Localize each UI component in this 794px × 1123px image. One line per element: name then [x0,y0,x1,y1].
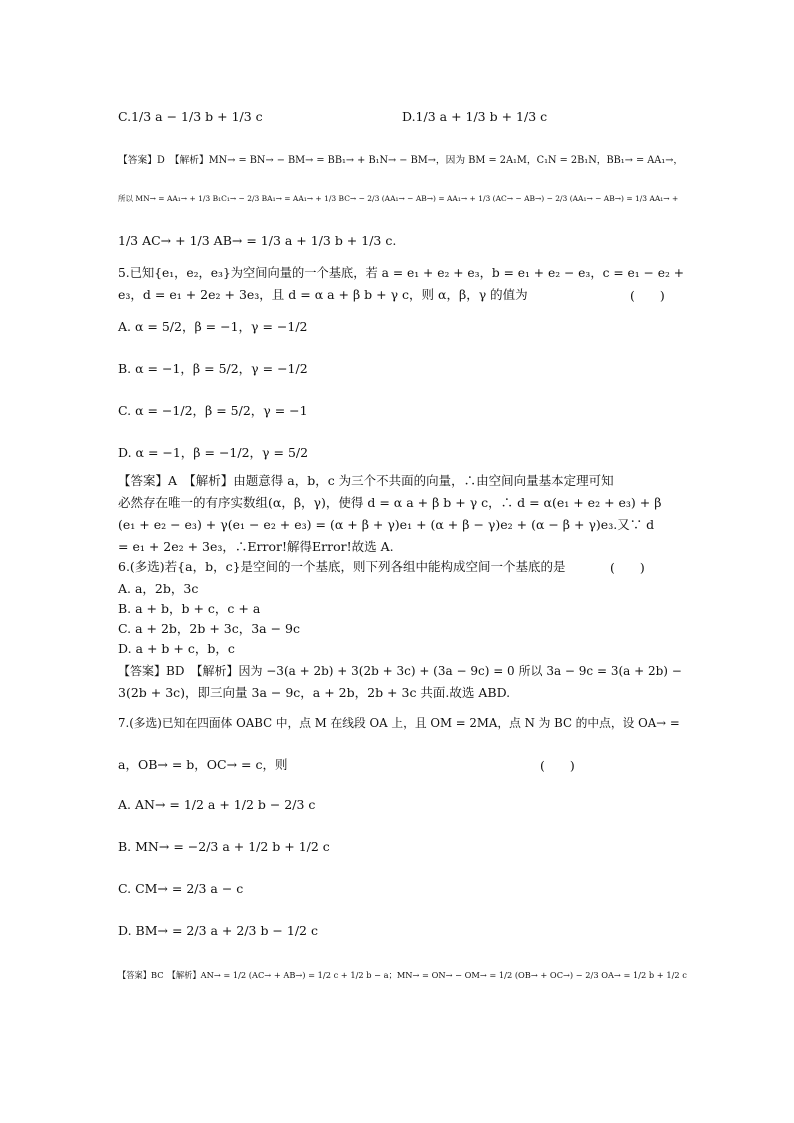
option-b: B. MN→ = −2/3 a + 1/2 b + 1/2 c [118,839,330,854]
answer-line: 【答案】BD 【解析】因为 −3(a + 2b) + 3(2b + 3c) + (3a − 9c) = 0 所以 3a − 9c = 3(a + 2b) − [118,664,682,678]
analysis-line: 3(2b + 3c)，即三向量 3a − 9c，a + 2b，2b + 3c 共面.故选 ABD. [118,685,511,700]
option-d: D. BM→ = 2/3 a + 2/3 b − 1/2 c [118,923,318,938]
analysis-line: 所以 MN→ = AA₁→ + 1/3 B₁C₁→ − 2/3 BA₁→ = AA₁→ + 1/3 BC→ − 2/3 (AA₁→ − AB→) = AA₁→ + 1/3 (AC→ − AB→) − 2/3 (AA₁→ − AB→) = 1/3 AA₁→ + [118,194,679,203]
option-b: B. α = −1，β = 5/2，γ = −1/2 [118,361,308,376]
option-d: D. a + b + c，b，c [118,641,235,656]
answer-paren: ( ) [610,560,645,575]
question-6: 6.(多选)若{a，b，c}是空间的一个基底，则下列各组中能构成空间一个基底的是 [118,559,566,574]
option-a: A. AN→ = 1/2 a + 1/2 b − 2/3 c [118,797,316,812]
answer-line: 【答案】BC 【解析】AN→ = 1/2 (AC→ + AB→) = 1/2 c + 1/2 b − a；MN→ = ON→ − OM→ = 1/2 (OB→ + OC→) − 2/3 OA→ = 1/2 b + 1/2 c [118,970,687,980]
option-b: B. a + b，b + c，c + a [118,601,261,616]
option-d: D. α = −1，β = −1/2，γ = 5/2 [118,445,309,460]
question-7: 7.(多选)已知在四面体 OABC 中，点 M 在线段 OA 上，且 OM = 2MA，点 N 为 BC 的中点，设 OA→ = [118,716,680,730]
option-a: A. α = 5/2，β = −1，γ = −1/2 [118,319,308,334]
option-5prev-c: C.1/3 a − 1/3 b + 1/3 c [118,109,263,124]
question-5: 5.已知{e₁，e₂，e₃}为空间向量的一个基底，若 a = e₁ + e₂ + e₃，b = e₁ + e₂ − e₃，c = e₁ − e₂ + [118,266,685,280]
question-5-cont: e₃，d = e₁ + 2e₂ + 3e₃，且 d = α a + β b + γ c，则 α，β，γ 的值为 [118,287,528,302]
answer-paren: ( ) [540,758,575,773]
analysis-line: 必然存在唯一的有序实数组(α，β，γ)，使得 d = α a + β b + γ c，∴ d = α(e₁ + e₂ + e₃) + β [118,495,662,510]
analysis-line: (e₁ + e₂ − e₃) + γ(e₁ − e₂ + e₃) = (α + β + γ)e₁ + (α + β − γ)e₂ + (α − β + γ)e₃.又∵ d [118,517,655,532]
option-a: A. a，2b，3c [118,581,199,596]
option-c: C. CM→ = 2/3 a − c [118,881,244,896]
answer-paren: ( ) [630,288,665,303]
analysis-line: = e₁ + 2e₂ + 3e₃，∴Error!解得Error!故选 A. [118,539,394,554]
answer-line: 【答案】D 【解析】MN→ = BN→ − BM→ = BB₁→ + B₁N→ − BM→，因为 BM = 2A₁M，C₁N = 2B₁N，BB₁→ = AA₁→， [118,155,684,166]
answer-line: 【答案】A 【解析】由题意得 a，b，c 为三个不共面的向量，∴由空间向量基本定理可知 [118,473,614,488]
option-c: C. a + 2b，2b + 3c，3a − 9c [118,621,301,636]
analysis-line: 1/3 AC→ + 1/3 AB→ = 1/3 a + 1/3 b + 1/3 c. [118,233,397,248]
option-c: C. α = −1/2，β = 5/2，γ = −1 [118,403,308,418]
question-7-cont: a，OB→ = b，OC→ = c，则 [118,757,288,772]
option-5prev-d: D.1/3 a + 1/3 b + 1/3 c [402,109,548,124]
